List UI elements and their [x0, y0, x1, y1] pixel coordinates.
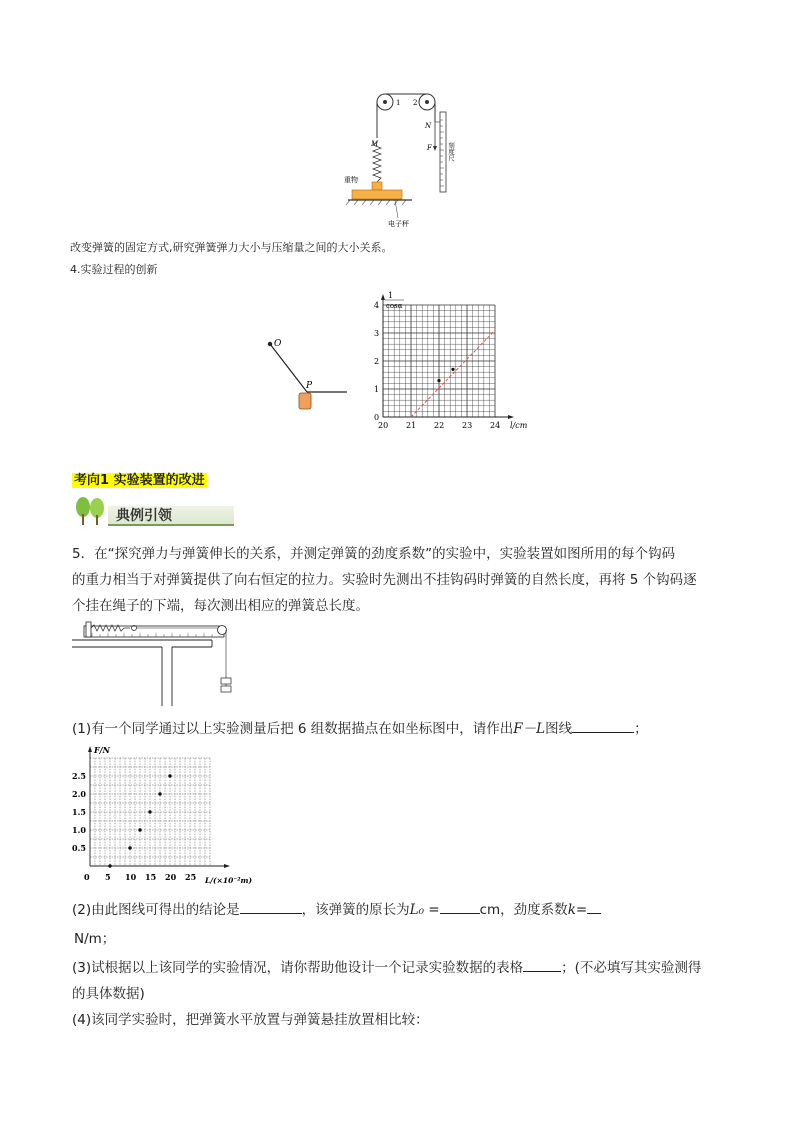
data-point	[168, 774, 171, 777]
cos-length-graph	[360, 290, 540, 435]
subquestion-1	[72, 716, 648, 742]
subquestion-1-text: (1)有一个同学通过以上实验测量后把 6 组数据描点在如坐标图中，请作出	[72, 721, 514, 737]
data-point	[148, 810, 151, 813]
subquestion-1-end: ；	[634, 721, 648, 737]
fit-line	[411, 330, 495, 417]
data-point	[158, 792, 161, 795]
question-5-text	[72, 541, 742, 619]
question-line: 个挂在绳子的下端，每次测出相应的弹簧总长度。	[72, 598, 369, 614]
x-tick-label: 5	[105, 872, 111, 882]
x-tick-label: 0	[84, 872, 90, 882]
f-l-scatter-chart	[70, 744, 280, 888]
point-p-label: P	[306, 381, 313, 391]
point-m-label: M	[371, 140, 379, 148]
y-tick-label: 2.5	[72, 771, 86, 781]
data-point	[451, 368, 454, 371]
y-tick-label: 2	[374, 357, 380, 366]
intro-line-2: 4.实验过程的创新	[70, 263, 158, 276]
subquestion-3-text: (3)试根据以上该同学的实验情况，请你帮助他设计一个记录实验数据的表格	[72, 960, 524, 976]
section-heading: 考向1 实验装置的改进	[74, 473, 205, 488]
answer-blank-1[interactable]	[572, 718, 634, 733]
pulley-1-label: 1	[396, 99, 401, 107]
subquestion-1-text-b: 图线	[545, 721, 573, 737]
point-n-label: N	[425, 122, 432, 130]
x-tick-label: 15	[145, 872, 157, 882]
k-symbol: k=	[567, 902, 588, 918]
y-label-denominator: cosα	[386, 302, 403, 310]
example-banner	[72, 496, 234, 526]
x-axis-label: l/cm	[510, 421, 528, 430]
data-point	[437, 379, 440, 382]
subquestion-2-text: (2)由此图线可得出的结论是	[72, 902, 240, 918]
y-tick-label: 3	[374, 329, 380, 338]
x-tick-label: 21	[406, 421, 417, 430]
intro-line-1: 改变弹簧的固定方式,研究弹簧弹力大小与压缩量之间的大小关系。	[70, 241, 393, 254]
y-label-numerator: 1	[388, 291, 394, 300]
x-axis-label: L/(×10⁻²m)	[205, 876, 253, 885]
subquestion-3	[72, 955, 701, 981]
answer-blank-table[interactable]	[523, 957, 561, 972]
weight-label: 重物	[344, 176, 358, 184]
y-tick-label: 1	[374, 385, 380, 394]
x-tick-label: 22	[434, 421, 445, 430]
x-tick-label: 10	[125, 872, 137, 882]
ruler-label: 刻度尺	[447, 142, 455, 162]
f-l-symbol: F－L	[513, 721, 546, 737]
y-tick-label: 1.5	[72, 807, 86, 817]
l0-symbol: L₀ =	[409, 902, 440, 918]
pulley-2-label: 2	[413, 99, 418, 107]
x-tick-label: 20	[165, 872, 177, 882]
y-tick-label: 0.5	[72, 843, 86, 853]
subquestion-3-text-b: ；(不必填写其实验测得	[561, 960, 702, 976]
subquestion-4: (4)该同学实验时，把弹簧水平放置与弹簧悬挂放置相比较：	[72, 1012, 429, 1028]
data-point	[128, 846, 131, 849]
tree-icon	[72, 496, 108, 526]
y-tick-label: 2.0	[72, 789, 86, 799]
answer-blank-length[interactable]	[440, 899, 480, 914]
x-tick-label: 23	[462, 421, 473, 430]
horizontal-spring-apparatus	[72, 620, 237, 710]
point-f-label: F	[427, 144, 432, 152]
point-o-label: O	[274, 339, 282, 349]
subquestion-2-text-b: ，该弹簧的原长为	[301, 902, 410, 918]
banner-title: 典例引领	[108, 506, 234, 526]
subquestion-2-text-c: cm，劲度系数	[479, 902, 568, 918]
y-tick-label: 1.0	[72, 825, 86, 835]
question-line: 5．在“探究弹力与弹簧伸长的关系，并测定弹簧的劲度系数”的实验中，实验装置如图所用的每个钩码	[72, 546, 676, 562]
pulley-apparatus-figure	[340, 90, 470, 240]
data-point	[138, 828, 141, 831]
subquestion-3-cont: 的具体数据)	[72, 986, 145, 1002]
y-tick-label: 4	[374, 301, 380, 310]
x-tick-label: 25	[185, 872, 197, 882]
answer-blank-conclusion[interactable]	[240, 899, 302, 914]
x-tick-label: 24	[490, 421, 501, 430]
y-axis-label: F/N	[94, 745, 110, 755]
x-tick-label: 20	[378, 421, 389, 430]
data-point	[108, 864, 111, 867]
y-tick-label: 0	[374, 413, 380, 422]
answer-blank-k[interactable]	[587, 899, 601, 914]
scale-label: 电子秤	[388, 220, 409, 228]
question-line: 的重力相当于对弹簧提供了向右恒定的拉力。实验时先测出不挂钩码时弹簧的自然长度，再将 5 个钩码逐	[72, 572, 697, 588]
subquestion-2	[72, 897, 601, 923]
pendulum-figure	[262, 336, 352, 416]
subquestion-2-unit: N/m；	[74, 931, 116, 947]
